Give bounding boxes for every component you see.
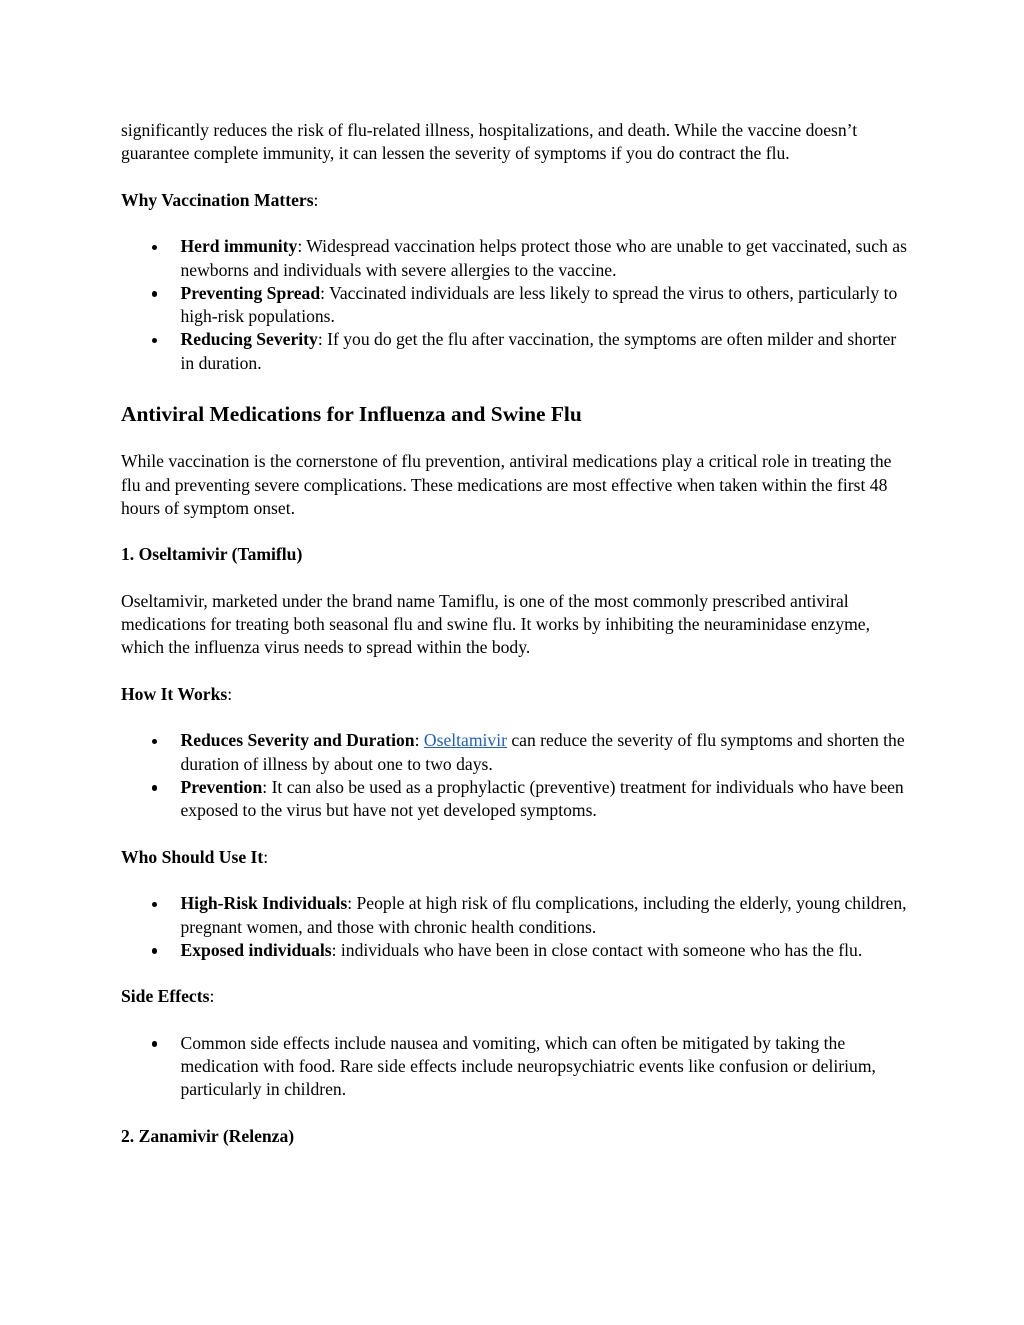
list-item: Common side effects include nausea and vomiting, which can often be mitigated by taking the medication with food. Rare side effects include neuropsychiatric events like confusion or delirium, particularly in children. <box>181 1032 908 1102</box>
oseltamivir-link[interactable]: Oseltamivir <box>423 730 507 751</box>
zanamivir-heading: 2. Zanamivir (Relenza) <box>121 1125 295 1146</box>
list-item: Prevention: It can also be used as a prophylactic (preventive) treatment for individuals who have been exposed to the virus but have not yet developed symptoms. <box>181 776 908 823</box>
side-effects-list <box>121 1032 907 1102</box>
why-vaccination-label: Why Vaccination Matters: <box>121 189 319 210</box>
antiviral-heading: Antiviral Medications for Influenza and Swine Flu <box>121 402 582 427</box>
who-should-use-list <box>121 892 907 962</box>
oseltamivir-heading: 1. Oseltamivir (Tamiflu) <box>121 544 303 565</box>
antiviral-intro-paragraph: While vaccination is the cornerstone of flu prevention, antiviral medications play a critical role in treating the flu and preventing severe complications. These medications are most effective when taken within the first 48 hours of symptom onset. <box>121 451 892 518</box>
list-item: Herd immunity: Widespread vaccination helps protect those who are unable to get vaccinated, such as newborns and individuals with severe allergies to the vaccine. <box>181 235 908 282</box>
how-it-works-label: How It Works: <box>121 683 233 704</box>
list-item: Reducing Severity: If you do get the flu after vaccination, the symptoms are often milder and shorter in duration. <box>181 328 908 375</box>
list-item: Reduces Severity and Duration: Oseltamivir can reduce the severity of flu symptoms and shorten the duration of illness by about one to two days. <box>181 729 908 776</box>
list-item: High-Risk Individuals: People at high risk of flu complications, including the elderly, young children, pregnant women, and those with chronic health conditions. <box>181 892 908 939</box>
intro-paragraph: significantly reduces the risk of flu-related illness, hospitalizations, and death. While the vaccine doesn’t guarantee complete immunity, it can lessen the severity of symptoms if you do contract the flu. <box>121 120 858 164</box>
list-item: Exposed individuals: individuals who have been in close contact with someone who has the flu. <box>181 939 908 962</box>
why-vaccination-list <box>121 235 907 375</box>
list-item: Preventing Spread: Vaccinated individuals are less likely to spread the virus to others, particularly to high-risk populations. <box>181 282 908 329</box>
why-vaccination-label-text: Why Vaccination Matters <box>121 189 314 210</box>
how-it-works-list <box>121 729 907 822</box>
document-page <box>121 119 907 1148</box>
oseltamivir-description: Oseltamivir, marketed under the brand name Tamiflu, is one of the most commonly prescribed antiviral medications for treating both seasonal flu and swine flu. It works by inhibiting the neuraminidase enzyme, which the influenza virus needs to spread within the body. <box>121 590 871 658</box>
side-effects-label: Side Effects: <box>121 986 215 1007</box>
who-should-use-label: Who Should Use It: <box>121 846 269 867</box>
